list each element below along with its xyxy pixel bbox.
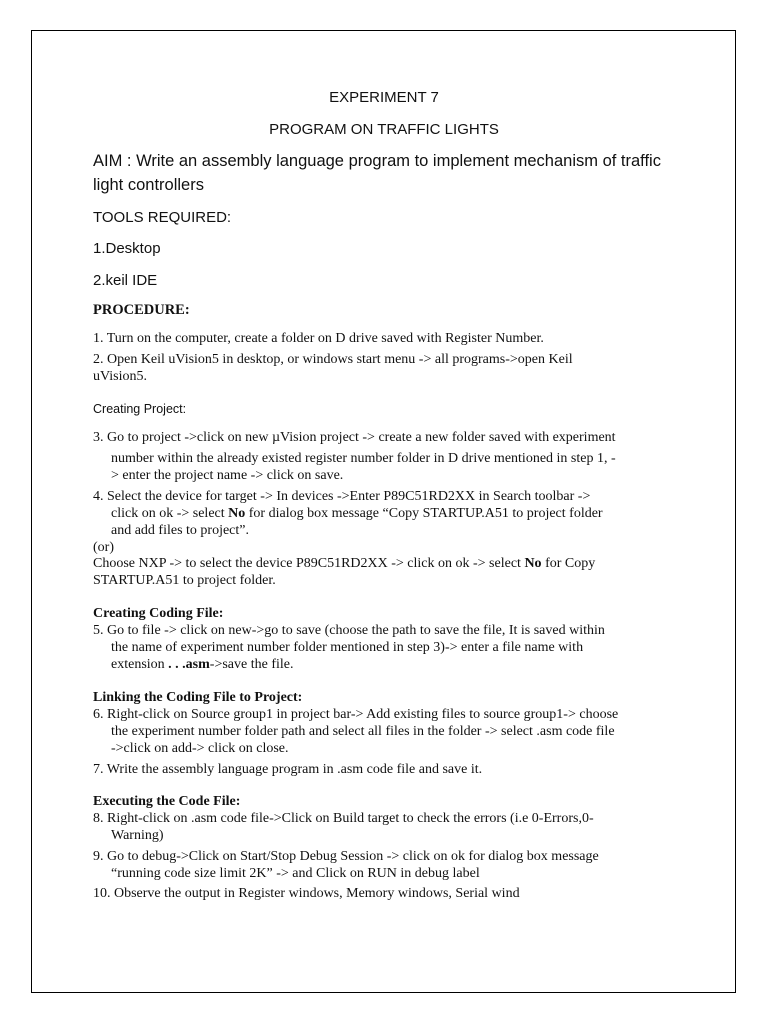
step-9-line-1: 9. Go to debug->Click on Start/Stop Debug Session -> click on ok for dialog box message	[93, 849, 599, 864]
aim-line-2: light controllers	[93, 176, 204, 194]
step-5-line-2: the name of experiment number folder mentioned in step 3)-> enter a file name with	[111, 640, 584, 655]
tools-heading: TOOLS REQUIRED:	[93, 209, 232, 226]
executing-heading: Executing the Code File:	[93, 794, 241, 809]
alt-step-line-1: Choose NXP -> to select the device P89C51RD2XX -> click on ok -> select No for Copy	[93, 556, 596, 571]
step-6-line-1: 6. Right-click on Source group1 in project bar-> Add existing files to source group1-> choose	[93, 707, 619, 722]
step-8-line-1: 8. Right-click on .asm code file->Click on Build target to check the errors (i.e 0-Errors,0-	[93, 811, 594, 826]
alt-step-line-2: STARTUP.A51 to project folder.	[93, 573, 276, 588]
step-5-line-3: extension . . .asm->save the file.	[111, 657, 294, 672]
aim-line-1: AIM : Write an assembly language program to implement mechanism of traffic	[93, 152, 661, 170]
document-title: EXPERIMENT 7	[329, 89, 439, 106]
coding-file-heading: Creating Coding File:	[93, 606, 224, 621]
step-3-line-3: > enter the project name -> click on save.	[111, 468, 344, 483]
linking-heading: Linking the Coding File to Project:	[93, 690, 303, 705]
step-2-line-2: uVision5.	[93, 369, 147, 384]
tool-item-desktop: 1.Desktop	[93, 240, 161, 257]
step-4-line-2: click on ok -> select No for dialog box message “Copy STARTUP.A51 to project folder	[111, 506, 603, 521]
or-separator: (or)	[93, 540, 114, 555]
step-6-line-3: ->click on add-> click on close.	[111, 741, 289, 756]
step-3-line-2: number within the already existed register number folder in D drive mentioned in step 1, -	[111, 451, 616, 466]
step-5-line-1: 5. Go to file -> click on new->go to save (choose the path to save the file, It is saved within	[93, 623, 605, 638]
step-9-line-2: “running code size limit 2K” -> and Click on RUN in debug label	[111, 866, 480, 881]
step-2-line-1: 2. Open Keil uVision5 in desktop, or windows start menu -> all programs->open Keil	[93, 352, 573, 367]
step-4-line-3: and add files to project”.	[111, 523, 250, 538]
step-7: 7. Write the assembly language program in .asm code file and save it.	[93, 762, 483, 777]
step-6-line-2: the experiment number folder path and select all files in the folder -> select .asm code file	[111, 724, 615, 739]
step-3-line-1: 3. Go to project ->click on new µVision project -> create a new folder saved with experiment	[93, 430, 616, 445]
step-4-line-1: 4. Select the device for target -> In devices ->Enter P89C51RD2XX in Search toolbar ->	[93, 489, 591, 504]
tool-item-keil: 2.keil IDE	[93, 272, 158, 289]
step-8-line-2: Warning)	[111, 828, 164, 843]
creating-project-heading: Creating Project:	[93, 402, 187, 416]
step-10: 10. Observe the output in Register windows, Memory windows, Serial wind	[93, 886, 520, 901]
procedure-heading: PROCEDURE:	[93, 302, 190, 318]
document-subtitle: PROGRAM ON TRAFFIC LIGHTS	[269, 121, 499, 138]
step-1: 1. Turn on the computer, create a folder on D drive saved with Register Number.	[93, 331, 544, 346]
